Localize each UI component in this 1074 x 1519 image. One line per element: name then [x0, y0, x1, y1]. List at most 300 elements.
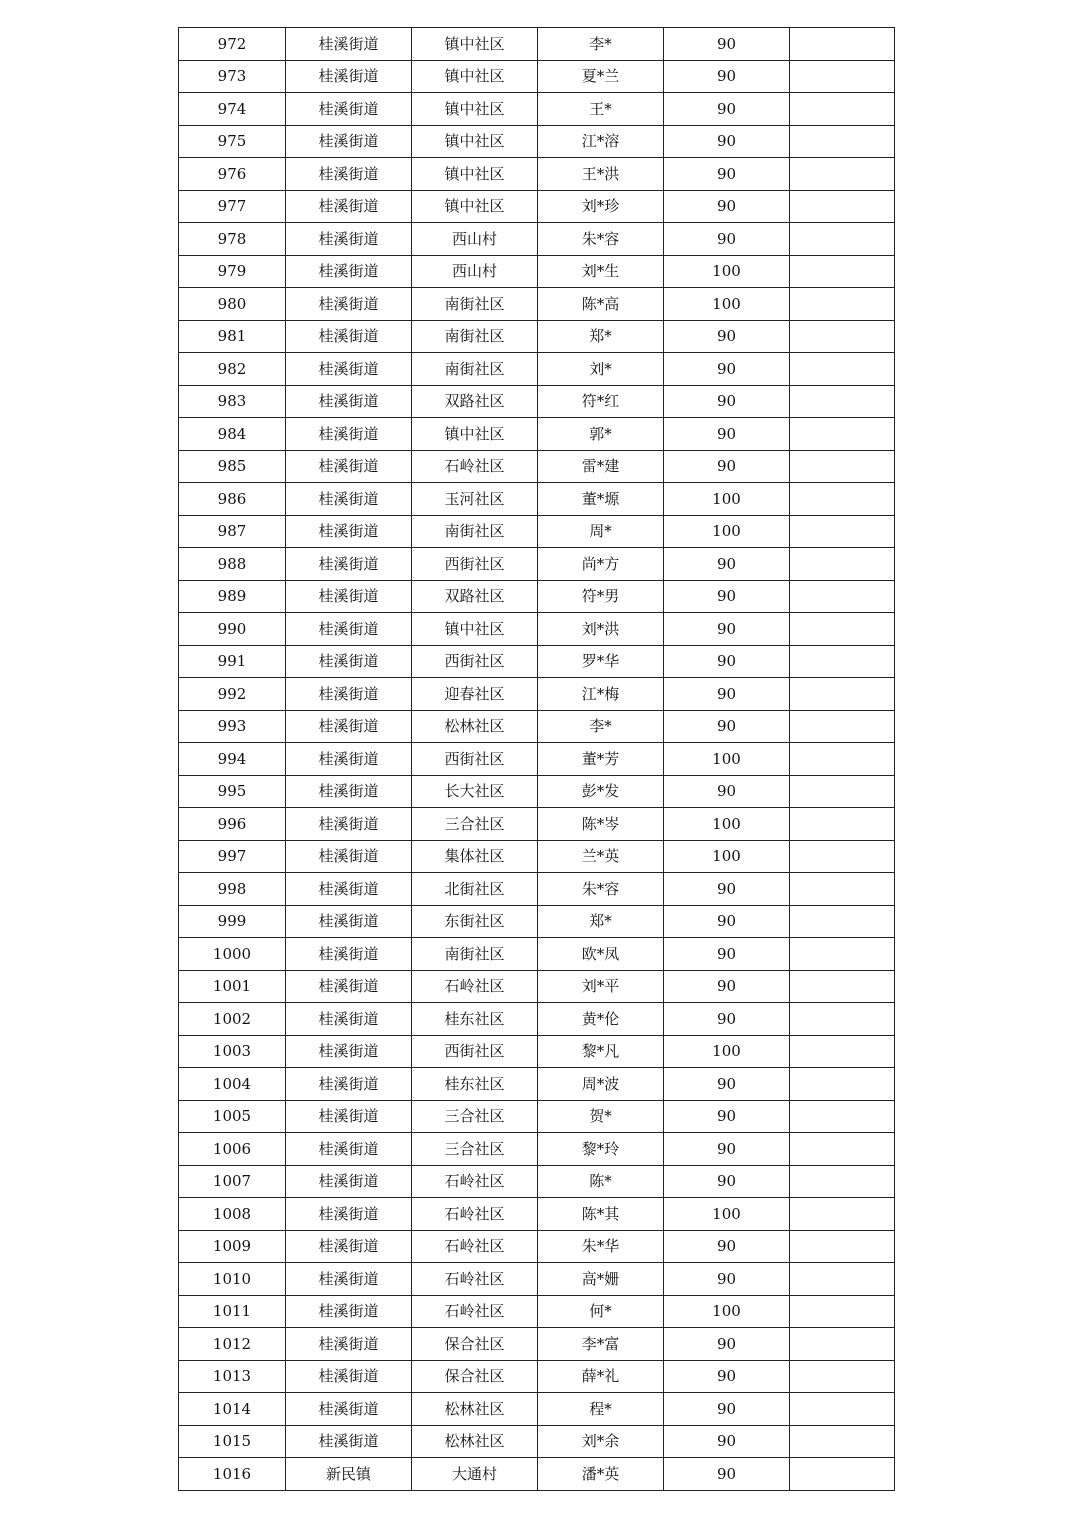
name-cell: 高*姗	[538, 1263, 664, 1296]
row-number-cell: 1001	[179, 970, 286, 1003]
subdistrict-cell: 桂溪街道	[286, 1295, 412, 1328]
subdistrict-cell: 桂溪街道	[286, 970, 412, 1003]
name-cell: 李*	[538, 710, 664, 743]
remark-cell	[790, 288, 895, 321]
community-cell: 镇中社区	[412, 125, 538, 158]
community-cell: 镇中社区	[412, 158, 538, 191]
row-number-cell: 988	[179, 548, 286, 581]
score-cell: 90	[664, 1100, 790, 1133]
community-cell: 西街社区	[412, 743, 538, 776]
subdistrict-cell: 桂溪街道	[286, 613, 412, 646]
community-cell: 西山村	[412, 223, 538, 256]
subdistrict-cell: 桂溪街道	[286, 1328, 412, 1361]
table-row	[179, 645, 895, 678]
remark-cell	[790, 1100, 895, 1133]
subdistrict-cell: 桂溪街道	[286, 1165, 412, 1198]
community-cell: 石岭社区	[412, 1263, 538, 1296]
row-number-cell: 1015	[179, 1425, 286, 1458]
row-number-cell: 974	[179, 93, 286, 126]
community-cell: 北街社区	[412, 873, 538, 906]
community-cell: 东街社区	[412, 905, 538, 938]
name-cell: 符*男	[538, 580, 664, 613]
score-cell: 90	[664, 1425, 790, 1458]
table-row	[179, 255, 895, 288]
community-cell: 石岭社区	[412, 970, 538, 1003]
score-cell: 90	[664, 190, 790, 223]
row-number-cell: 986	[179, 483, 286, 516]
subdistrict-cell: 桂溪街道	[286, 1425, 412, 1458]
remark-cell	[790, 710, 895, 743]
name-cell: 江*溶	[538, 125, 664, 158]
subdistrict-cell: 桂溪街道	[286, 450, 412, 483]
community-cell: 镇中社区	[412, 93, 538, 126]
row-number-cell: 979	[179, 255, 286, 288]
remark-cell	[790, 1425, 895, 1458]
score-cell: 90	[664, 1263, 790, 1296]
remark-cell	[790, 1165, 895, 1198]
name-cell: 朱*容	[538, 873, 664, 906]
community-cell: 西街社区	[412, 1035, 538, 1068]
row-number-cell: 981	[179, 320, 286, 353]
table-row	[179, 1165, 895, 1198]
remark-cell	[790, 938, 895, 971]
subdistrict-cell: 桂溪街道	[286, 905, 412, 938]
community-cell: 松林社区	[412, 710, 538, 743]
subdistrict-cell: 桂溪街道	[286, 418, 412, 451]
table-row	[179, 1458, 895, 1491]
score-cell: 90	[664, 1003, 790, 1036]
score-cell: 90	[664, 93, 790, 126]
name-cell: 刘*	[538, 353, 664, 386]
score-cell: 90	[664, 613, 790, 646]
row-number-cell: 973	[179, 60, 286, 93]
subdistrict-cell: 桂溪街道	[286, 288, 412, 321]
name-cell: 尚*方	[538, 548, 664, 581]
name-cell: 符*红	[538, 385, 664, 418]
roster-table-body	[179, 28, 895, 1491]
score-cell: 90	[664, 710, 790, 743]
subdistrict-cell: 桂溪街道	[286, 125, 412, 158]
name-cell: 朱*华	[538, 1230, 664, 1263]
remark-cell	[790, 840, 895, 873]
subdistrict-cell: 桂溪街道	[286, 1003, 412, 1036]
community-cell: 松林社区	[412, 1425, 538, 1458]
row-number-cell: 998	[179, 873, 286, 906]
remark-cell	[790, 515, 895, 548]
table-row	[179, 28, 895, 61]
community-cell: 西街社区	[412, 548, 538, 581]
subdistrict-cell: 桂溪街道	[286, 1263, 412, 1296]
subdistrict-cell: 桂溪街道	[286, 1133, 412, 1166]
score-cell: 100	[664, 1295, 790, 1328]
row-number-cell: 980	[179, 288, 286, 321]
name-cell: 陈*岑	[538, 808, 664, 841]
score-cell: 90	[664, 223, 790, 256]
subdistrict-cell: 桂溪街道	[286, 678, 412, 711]
score-cell: 90	[664, 1230, 790, 1263]
table-row	[179, 970, 895, 1003]
community-cell: 石岭社区	[412, 450, 538, 483]
table-row	[179, 190, 895, 223]
name-cell: 黎*玲	[538, 1133, 664, 1166]
subdistrict-cell: 桂溪街道	[286, 1100, 412, 1133]
roster-table	[178, 27, 895, 1491]
remark-cell	[790, 580, 895, 613]
row-number-cell: 1000	[179, 938, 286, 971]
table-row	[179, 1100, 895, 1133]
table-row	[179, 743, 895, 776]
row-number-cell: 978	[179, 223, 286, 256]
name-cell: 雷*建	[538, 450, 664, 483]
table-row	[179, 288, 895, 321]
score-cell: 100	[664, 1035, 790, 1068]
remark-cell	[790, 678, 895, 711]
row-number-cell: 989	[179, 580, 286, 613]
remark-cell	[790, 775, 895, 808]
subdistrict-cell: 桂溪街道	[286, 1393, 412, 1426]
score-cell: 90	[664, 905, 790, 938]
table-row	[179, 60, 895, 93]
table-row	[179, 418, 895, 451]
subdistrict-cell: 桂溪街道	[286, 158, 412, 191]
remark-cell	[790, 808, 895, 841]
name-cell: 董*芳	[538, 743, 664, 776]
name-cell: 黎*凡	[538, 1035, 664, 1068]
subdistrict-cell: 桂溪街道	[286, 873, 412, 906]
subdistrict-cell: 桂溪街道	[286, 743, 412, 776]
table-row	[179, 580, 895, 613]
row-number-cell: 1007	[179, 1165, 286, 1198]
subdistrict-cell: 桂溪街道	[286, 255, 412, 288]
name-cell: 李*	[538, 28, 664, 61]
subdistrict-cell: 桂溪街道	[286, 775, 412, 808]
roster-table-container	[178, 27, 894, 1491]
score-cell: 100	[664, 288, 790, 321]
name-cell: 陈*高	[538, 288, 664, 321]
table-row	[179, 125, 895, 158]
remark-cell	[790, 1035, 895, 1068]
remark-cell	[790, 645, 895, 678]
table-row	[179, 1263, 895, 1296]
subdistrict-cell: 桂溪街道	[286, 515, 412, 548]
row-number-cell: 1002	[179, 1003, 286, 1036]
remark-cell	[790, 905, 895, 938]
table-row	[179, 873, 895, 906]
row-number-cell: 1010	[179, 1263, 286, 1296]
subdistrict-cell: 桂溪街道	[286, 580, 412, 613]
remark-cell	[790, 353, 895, 386]
subdistrict-cell: 桂溪街道	[286, 840, 412, 873]
name-cell: 周*波	[538, 1068, 664, 1101]
row-number-cell: 999	[179, 905, 286, 938]
remark-cell	[790, 190, 895, 223]
community-cell: 迎春社区	[412, 678, 538, 711]
community-cell: 南街社区	[412, 320, 538, 353]
community-cell: 石岭社区	[412, 1165, 538, 1198]
row-number-cell: 1009	[179, 1230, 286, 1263]
row-number-cell: 972	[179, 28, 286, 61]
name-cell: 李*富	[538, 1328, 664, 1361]
table-row	[179, 1133, 895, 1166]
table-row	[179, 678, 895, 711]
name-cell: 陈*	[538, 1165, 664, 1198]
score-cell: 100	[664, 255, 790, 288]
community-cell: 保合社区	[412, 1360, 538, 1393]
score-cell: 90	[664, 775, 790, 808]
subdistrict-cell: 桂溪街道	[286, 483, 412, 516]
score-cell: 100	[664, 840, 790, 873]
subdistrict-cell: 桂溪街道	[286, 808, 412, 841]
name-cell: 黄*伦	[538, 1003, 664, 1036]
row-number-cell: 984	[179, 418, 286, 451]
name-cell: 贺*	[538, 1100, 664, 1133]
score-cell: 90	[664, 645, 790, 678]
table-row	[179, 938, 895, 971]
name-cell: 彭*发	[538, 775, 664, 808]
remark-cell	[790, 1198, 895, 1231]
remark-cell	[790, 158, 895, 191]
table-row	[179, 1003, 895, 1036]
score-cell: 90	[664, 548, 790, 581]
table-row	[179, 1295, 895, 1328]
remark-cell	[790, 483, 895, 516]
community-cell: 镇中社区	[412, 190, 538, 223]
name-cell: 周*	[538, 515, 664, 548]
table-row	[179, 515, 895, 548]
score-cell: 100	[664, 1198, 790, 1231]
remark-cell	[790, 125, 895, 158]
community-cell: 石岭社区	[412, 1230, 538, 1263]
table-row	[179, 385, 895, 418]
row-number-cell: 1012	[179, 1328, 286, 1361]
remark-cell	[790, 255, 895, 288]
remark-cell	[790, 743, 895, 776]
subdistrict-cell: 桂溪街道	[286, 28, 412, 61]
subdistrict-cell: 桂溪街道	[286, 548, 412, 581]
name-cell: 程*	[538, 1393, 664, 1426]
score-cell: 100	[664, 808, 790, 841]
subdistrict-cell: 桂溪街道	[286, 938, 412, 971]
subdistrict-cell: 桂溪街道	[286, 1198, 412, 1231]
name-cell: 罗*华	[538, 645, 664, 678]
name-cell: 夏*兰	[538, 60, 664, 93]
remark-cell	[790, 418, 895, 451]
row-number-cell: 993	[179, 710, 286, 743]
table-row	[179, 1068, 895, 1101]
score-cell: 90	[664, 970, 790, 1003]
row-number-cell: 985	[179, 450, 286, 483]
community-cell: 三合社区	[412, 808, 538, 841]
score-cell: 100	[664, 515, 790, 548]
table-row	[179, 548, 895, 581]
name-cell: 潘*英	[538, 1458, 664, 1491]
score-cell: 90	[664, 1165, 790, 1198]
score-cell: 100	[664, 483, 790, 516]
community-cell: 镇中社区	[412, 418, 538, 451]
score-cell: 90	[664, 1360, 790, 1393]
community-cell: 长大社区	[412, 775, 538, 808]
remark-cell	[790, 1133, 895, 1166]
community-cell: 南街社区	[412, 515, 538, 548]
score-cell: 90	[664, 1133, 790, 1166]
name-cell: 薛*礼	[538, 1360, 664, 1393]
name-cell: 郭*	[538, 418, 664, 451]
row-number-cell: 994	[179, 743, 286, 776]
subdistrict-cell: 桂溪街道	[286, 1360, 412, 1393]
community-cell: 双路社区	[412, 385, 538, 418]
score-cell: 90	[664, 678, 790, 711]
remark-cell	[790, 613, 895, 646]
table-row	[179, 905, 895, 938]
community-cell: 双路社区	[412, 580, 538, 613]
name-cell: 刘*生	[538, 255, 664, 288]
score-cell: 90	[664, 1328, 790, 1361]
table-row	[179, 158, 895, 191]
table-row	[179, 483, 895, 516]
row-number-cell: 991	[179, 645, 286, 678]
name-cell: 刘*珍	[538, 190, 664, 223]
remark-cell	[790, 1328, 895, 1361]
table-row	[179, 93, 895, 126]
row-number-cell: 995	[179, 775, 286, 808]
score-cell: 90	[664, 320, 790, 353]
table-row	[179, 1393, 895, 1426]
remark-cell	[790, 93, 895, 126]
remark-cell	[790, 320, 895, 353]
score-cell: 90	[664, 873, 790, 906]
community-cell: 镇中社区	[412, 28, 538, 61]
community-cell: 南街社区	[412, 353, 538, 386]
remark-cell	[790, 1003, 895, 1036]
row-number-cell: 1014	[179, 1393, 286, 1426]
name-cell: 朱*容	[538, 223, 664, 256]
remark-cell	[790, 1068, 895, 1101]
table-row	[179, 1230, 895, 1263]
row-number-cell: 1003	[179, 1035, 286, 1068]
row-number-cell: 1006	[179, 1133, 286, 1166]
row-number-cell: 1013	[179, 1360, 286, 1393]
community-cell: 石岭社区	[412, 1295, 538, 1328]
row-number-cell: 987	[179, 515, 286, 548]
remark-cell	[790, 970, 895, 1003]
name-cell: 何*	[538, 1295, 664, 1328]
row-number-cell: 982	[179, 353, 286, 386]
community-cell: 大通村	[412, 1458, 538, 1491]
table-row	[179, 1198, 895, 1231]
score-cell: 90	[664, 938, 790, 971]
remark-cell	[790, 28, 895, 61]
table-row	[179, 1328, 895, 1361]
remark-cell	[790, 1230, 895, 1263]
row-number-cell: 992	[179, 678, 286, 711]
subdistrict-cell: 桂溪街道	[286, 60, 412, 93]
community-cell: 南街社区	[412, 938, 538, 971]
score-cell: 90	[664, 418, 790, 451]
community-cell: 石岭社区	[412, 1198, 538, 1231]
score-cell: 90	[664, 353, 790, 386]
score-cell: 90	[664, 450, 790, 483]
community-cell: 保合社区	[412, 1328, 538, 1361]
row-number-cell: 975	[179, 125, 286, 158]
name-cell: 王*	[538, 93, 664, 126]
remark-cell	[790, 60, 895, 93]
name-cell: 刘*余	[538, 1425, 664, 1458]
remark-cell	[790, 450, 895, 483]
community-cell: 集体社区	[412, 840, 538, 873]
row-number-cell: 1005	[179, 1100, 286, 1133]
subdistrict-cell: 桂溪街道	[286, 385, 412, 418]
subdistrict-cell: 桂溪街道	[286, 1035, 412, 1068]
subdistrict-cell: 新民镇	[286, 1458, 412, 1491]
name-cell: 刘*平	[538, 970, 664, 1003]
community-cell: 三合社区	[412, 1100, 538, 1133]
row-number-cell: 996	[179, 808, 286, 841]
subdistrict-cell: 桂溪街道	[286, 223, 412, 256]
subdistrict-cell: 桂溪街道	[286, 645, 412, 678]
subdistrict-cell: 桂溪街道	[286, 710, 412, 743]
name-cell: 刘*洪	[538, 613, 664, 646]
remark-cell	[790, 1263, 895, 1296]
table-row	[179, 775, 895, 808]
table-row	[179, 710, 895, 743]
score-cell: 90	[664, 1068, 790, 1101]
table-row	[179, 1425, 895, 1458]
remark-cell	[790, 223, 895, 256]
score-cell: 90	[664, 1458, 790, 1491]
subdistrict-cell: 桂溪街道	[286, 320, 412, 353]
community-cell: 西山村	[412, 255, 538, 288]
community-cell: 三合社区	[412, 1133, 538, 1166]
score-cell: 100	[664, 743, 790, 776]
name-cell: 陈*其	[538, 1198, 664, 1231]
community-cell: 桂东社区	[412, 1003, 538, 1036]
score-cell: 90	[664, 28, 790, 61]
remark-cell	[790, 1393, 895, 1426]
table-row	[179, 1360, 895, 1393]
row-number-cell: 1011	[179, 1295, 286, 1328]
row-number-cell: 977	[179, 190, 286, 223]
table-row	[179, 613, 895, 646]
remark-cell	[790, 1295, 895, 1328]
score-cell: 90	[664, 158, 790, 191]
subdistrict-cell: 桂溪街道	[286, 190, 412, 223]
remark-cell	[790, 1360, 895, 1393]
remark-cell	[790, 548, 895, 581]
row-number-cell: 1008	[179, 1198, 286, 1231]
table-row	[179, 353, 895, 386]
score-cell: 90	[664, 385, 790, 418]
row-number-cell: 983	[179, 385, 286, 418]
subdistrict-cell: 桂溪街道	[286, 1068, 412, 1101]
name-cell: 欧*凤	[538, 938, 664, 971]
community-cell: 松林社区	[412, 1393, 538, 1426]
name-cell: 郑*	[538, 905, 664, 938]
table-row	[179, 450, 895, 483]
community-cell: 玉河社区	[412, 483, 538, 516]
remark-cell	[790, 1458, 895, 1491]
name-cell: 董*塬	[538, 483, 664, 516]
remark-cell	[790, 385, 895, 418]
score-cell: 90	[664, 1393, 790, 1426]
table-row	[179, 320, 895, 353]
subdistrict-cell: 桂溪街道	[286, 93, 412, 126]
community-cell: 南街社区	[412, 288, 538, 321]
name-cell: 兰*英	[538, 840, 664, 873]
community-cell: 桂东社区	[412, 1068, 538, 1101]
row-number-cell: 1016	[179, 1458, 286, 1491]
table-row	[179, 1035, 895, 1068]
community-cell: 镇中社区	[412, 60, 538, 93]
